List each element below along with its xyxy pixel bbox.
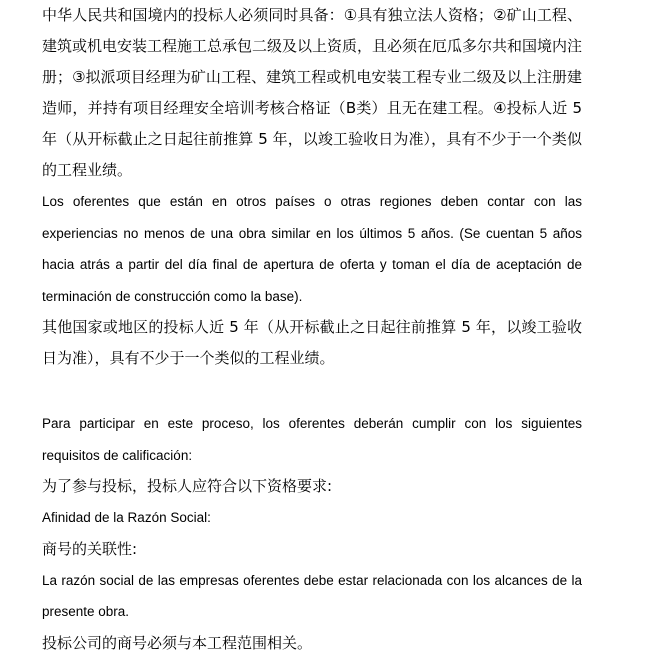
paragraph-qualification-intro-zh: 为了参与投标，投标人应符合以下资格要求: bbox=[42, 477, 333, 495]
document-body bbox=[42, 0, 582, 659]
paragraph-qualification-intro-es: Para participar en este proceso, los oferentes deberán cumplir con los siguientes requisitos de calificación: bbox=[42, 416, 582, 463]
paragraph-foreign-bidder-experience-zh: 其他国家或地区的投标人近 5 年（从开标截止之日起往前推算 5 年，以竣工验收日为准），具有不少于一个类似的工程业绩。 bbox=[42, 318, 582, 367]
paragraph-company-name-requirement-es: La razón social de las empresas oferentes debe estar relacionada con los alcances de la presente obra. bbox=[42, 572, 582, 619]
paragraph-spacer bbox=[42, 374, 582, 408]
paragraph-foreign-bidder-experience-es: Los oferentes que están en otros países o otras regiones deben contar con las experiencias no menos de una obra similar en los últimos 5 años. (Se cuentan 5 años hacia atrás a partir del día final de apertura de oferta y toman el día de aceptación de terminación de construcción como la base). bbox=[42, 194, 582, 304]
heading-company-name-affinity-zh: 商号的关联性: bbox=[42, 539, 138, 558]
heading-company-name-affinity-es: Afinidad de la Razón Social: bbox=[42, 510, 211, 525]
paragraph-company-name-requirement-zh: 投标公司的商号必须与本工程范围相关。 bbox=[42, 633, 313, 652]
paragraph-domestic-bidder-requirements: 中华人民共和国境内的投标人必须同时具备：①具有独立法人资格；②矿山工程、建筑或机电安装工程施工总承包二级及以上资质，且必须在厄瓜多尔共和国境内注册；③拟派项目经理为矿山工程、建筑工程或机电安装工程专业二级及以上注册建造师，并持有项目经理安全培训考核合格证（B类）且无在建工程。④投标人近 5 年（从开标截止之日起往前推算 5 年，以竣工验收日为准），具有不少于一个类似的工程业绩。 bbox=[42, 6, 583, 179]
